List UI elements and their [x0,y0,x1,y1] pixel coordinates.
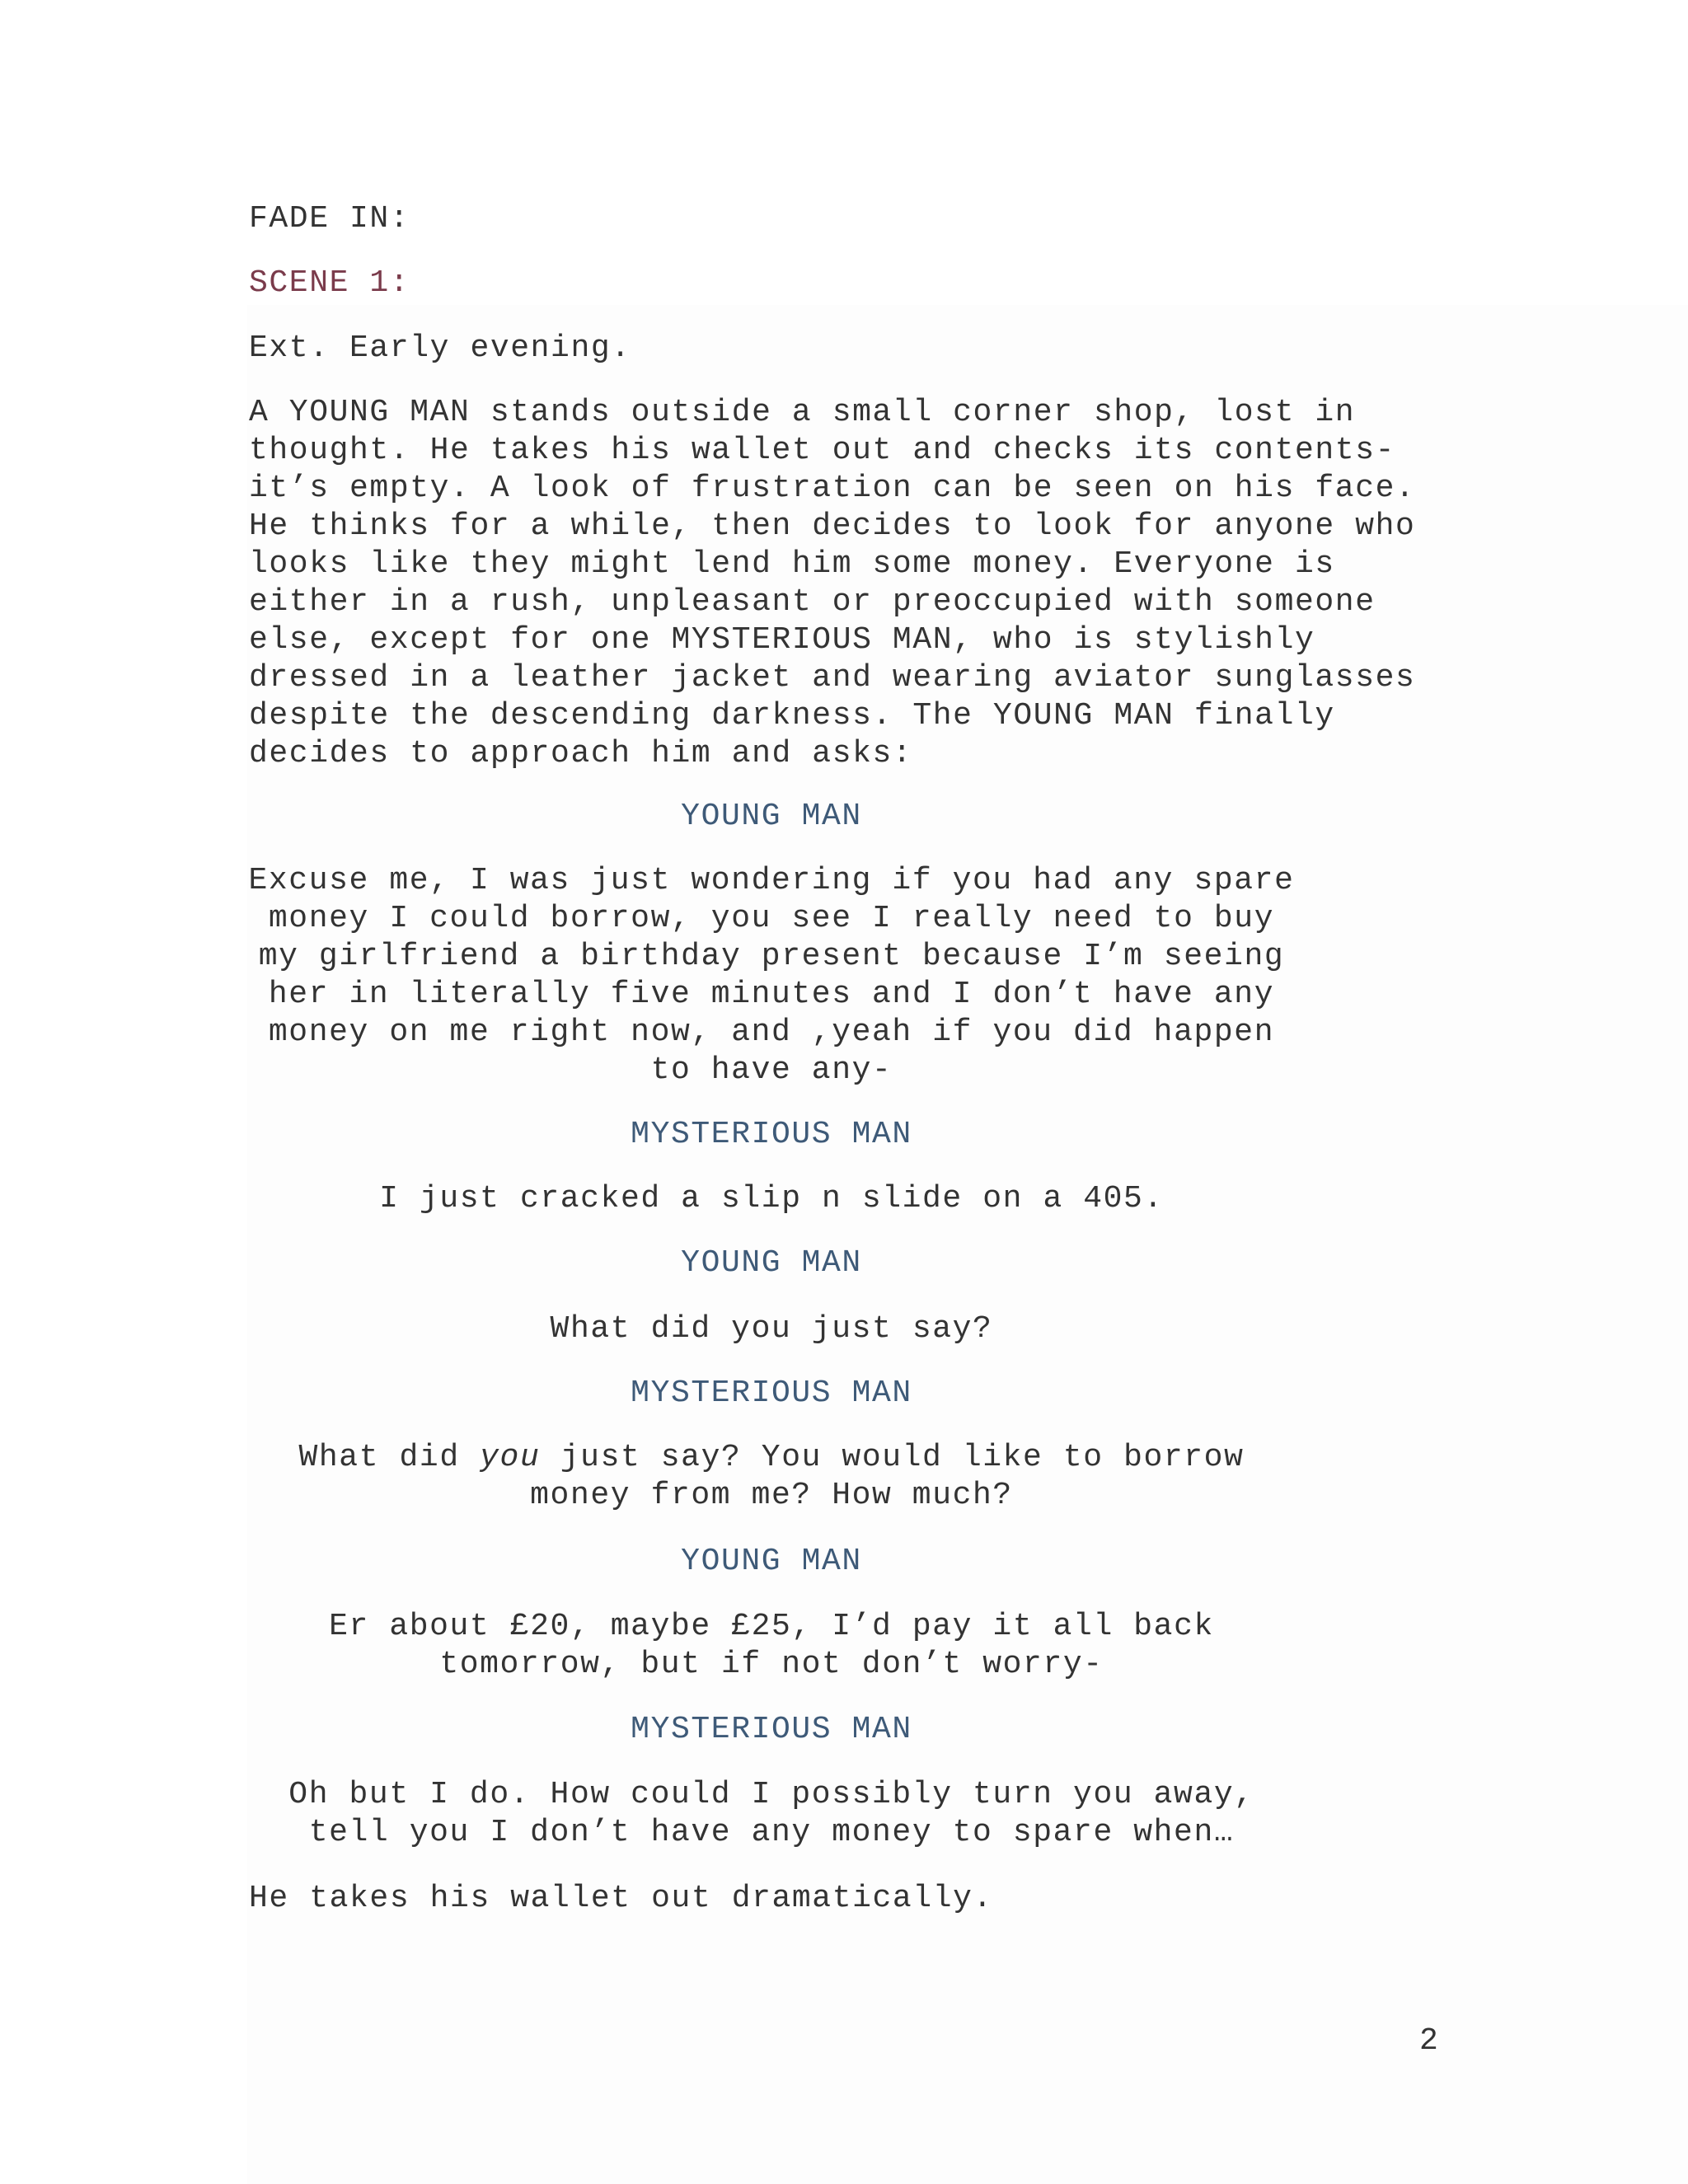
dialogue-line: to have any- [650,1052,893,1088]
action-line: A YOUNG MAN stands outside a small corner shop, lost in [249,395,1356,430]
dialogue-line: Er about £20, maybe £25, I’d pay it all back [329,1609,1214,1644]
dialogue-text: What did [298,1440,481,1475]
character-cue-mysterious-man: MYSTERIOUS MAN [631,1117,912,1152]
dialogue-line: I just cracked a slip n slide on a 405. [379,1181,1164,1216]
character-cue-young-man: YOUNG MAN [681,799,862,834]
dialogue-young-man [0,862,1543,1090]
character-cue-young-man: YOUNG MAN [681,1245,862,1281]
character-cue-young-man: YOUNG MAN [681,1544,862,1579]
dialogue-line: Oh but I do. How could I possibly turn you away, [288,1777,1254,1812]
scene-slug: Ext. Early evening. [249,330,631,366]
dialogue-line: Excuse me, I was just wondering if you had any spare [248,863,1295,898]
dialogue-mysterious-man [0,1439,1543,1515]
action-line: dressed in a leather jacket and wearing aviator sunglasses [249,660,1416,696]
action-line: thought. He takes his wallet out and checks its contents- [249,433,1396,468]
dialogue-mysterious-man [0,1180,1543,1218]
action-line: else, except for one MYSTERIOUS MAN, who is stylishly [249,622,1315,658]
dialogue-mysterious-man [0,1776,1543,1852]
scene-heading: SCENE 1: [249,265,410,301]
dialogue-young-man [0,1608,1543,1684]
dialogue-line: my girlfriend a birthday present because I’m seeing [258,939,1285,974]
dialogue-line: her in literally five minutes and I don’t have any [268,977,1275,1012]
dialogue-line: money I could borrow, you see I really need to buy [268,901,1275,936]
page-number: 2 [1419,2023,1438,2059]
action-line: despite the descending darkness. The YOUNG MAN finally [249,698,1335,733]
dialogue-line [0,1439,1543,1477]
dialogue-text: just say? You would like to borrow [540,1440,1245,1475]
dialogue-line: money on me right now, and ,yeah if you did happen [268,1015,1275,1050]
action-line: it’s empty. A look of frustration can be seen on his face. [249,471,1416,506]
dialogue-line: What did you just say? [550,1311,993,1347]
transition-fade-in: FADE IN: [249,201,410,237]
action-line: He thinks for a while, then decides to look for anyone who [249,509,1416,544]
dialogue-line: tell you I don’t have any money to spare when… [308,1815,1235,1850]
emphasis-text: you [480,1440,541,1475]
character-cue-mysterious-man: MYSTERIOUS MAN [631,1712,912,1747]
action-line: looks like they might lend him some money. Everyone is [249,546,1335,582]
dialogue-line: tomorrow, but if not don’t worry- [439,1647,1104,1682]
action-line: either in a rush, unpleasant or preoccupied with someone [249,584,1376,620]
closing-action: He takes his wallet out dramatically. [249,1881,993,1916]
dialogue-young-man [0,1310,1543,1348]
character-cue-mysterious-man: MYSTERIOUS MAN [631,1376,912,1411]
action-line: decides to approach him and asks: [249,736,913,771]
action-paragraph [249,394,1415,773]
dialogue-line: money from me? How much? [530,1478,1013,1513]
